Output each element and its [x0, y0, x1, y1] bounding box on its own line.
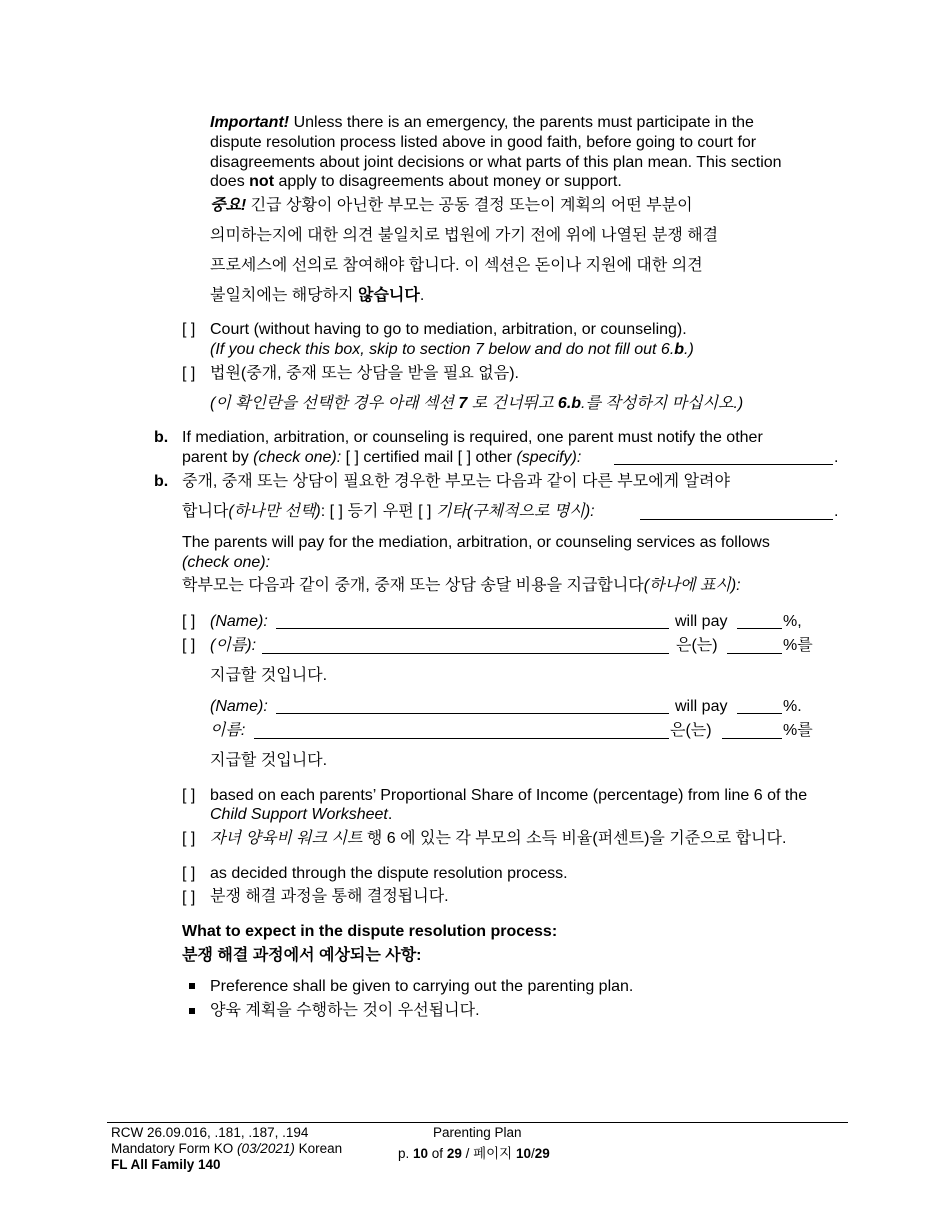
- pay-percent-comma: %,: [783, 613, 802, 630]
- section-b-ko-line-2: 합니다(하나만 선택): [ ] 등기 우편 [ ] 기타(구체적으로 명시):: [182, 503, 595, 520]
- section-b-line-1: If mediation, arbitration, or counseling is required, one parent must notify the other: [182, 429, 763, 446]
- ko-will-pay-1: 지급할 것입니다.: [210, 667, 328, 684]
- pay-name-ko-label-2: 이름:: [210, 722, 246, 739]
- dispute-checkbox[interactable]: [ ]: [182, 865, 196, 882]
- footer-page: p. 10 of 29 / 페이지 10/29: [398, 1146, 550, 1161]
- income-line-1: based on each parents’ Proportional Share of Income (percentage) from line 6 of the: [210, 787, 808, 804]
- important-ko-line-2: 의미하는지에 대한 의견 불일치로 법원에 가기 전에 위에 나열된 분쟁 해결: [210, 227, 719, 244]
- section-b-ko-marker: b.: [154, 473, 169, 490]
- important-line-3: disagreements about joint decisions or what parts of this plan mean. This section: [210, 154, 782, 171]
- pay-name-label-1: (Name):: [210, 613, 268, 630]
- ko-eun-2: 은(는): [670, 722, 712, 739]
- pay-name-ko-label-1: (이름):: [210, 637, 257, 654]
- pay-name-ko-checkbox[interactable]: [ ]: [182, 637, 196, 654]
- income-line-2: Child Support Worksheet.: [210, 806, 393, 823]
- footer-fl: FL All Family 140: [111, 1157, 221, 1172]
- court-ko-line-2: (이 확인란을 선택한 경우 아래 섹션 7 로 건너뛰고 6.b.를 작성하지 마십시오.): [210, 395, 744, 412]
- expect-item-1: Preference shall be given to carrying out the parenting plan.: [210, 978, 634, 995]
- notify-method-options[interactable]: [ ] certified mail [ ] other: [341, 449, 517, 466]
- footer-form: Mandatory Form KO (03/2021) Korean: [111, 1141, 343, 1156]
- court-line-2: (If you check this box, skip to section 7 below and do not fill out 6.b.): [210, 341, 694, 358]
- notify-method-options-ko[interactable]: : [ ] 등기 우편 [ ]: [320, 503, 436, 520]
- pay-name-blank-2[interactable]: [276, 713, 669, 714]
- important-line-2: dispute resolution process listed above in good faith, before going to court for: [210, 134, 757, 151]
- pay-name-checkbox[interactable]: [ ]: [182, 613, 196, 630]
- expect-heading-ko: 분쟁 해결 과정에서 예상되는 사항:: [182, 947, 422, 964]
- income-ko-line: 자녀 양육비 워크 시트 행 6 에 있는 각 부모의 소득 비율(퍼센트)을 기준으로 합니다.: [210, 830, 787, 847]
- section-b-marker: b.: [154, 429, 169, 446]
- will-pay-label-2: will pay: [675, 698, 728, 715]
- ko-will-pay-2: 지급할 것입니다.: [210, 752, 328, 769]
- pay-name-ko-blank-2[interactable]: [254, 738, 669, 739]
- ko-pct-2: %를: [783, 722, 813, 739]
- court-checkbox[interactable]: [ ]: [182, 321, 196, 338]
- pay-percent-ko-blank-1[interactable]: [727, 653, 782, 654]
- footer-rcw: RCW 26.09.016, .181, .187, .194: [111, 1125, 309, 1140]
- dispute-ko-checkbox[interactable]: [ ]: [182, 889, 196, 906]
- dispute-line: as decided through the dispute resolution process.: [210, 865, 568, 882]
- will-pay-label-1: will pay: [675, 613, 728, 630]
- section-b-line-2: parent by (check one): [ ] certified mail [ ] other (specify):: [182, 449, 582, 466]
- pay-name-ko-blank-1[interactable]: [262, 653, 669, 654]
- pay-name-blank-1[interactable]: [276, 628, 669, 629]
- expect-item-1-ko: 양육 계획을 수행하는 것이 우선됩니다.: [210, 1002, 480, 1019]
- pay-name-label-2: (Name):: [210, 698, 268, 715]
- important-label: Important!: [210, 114, 290, 131]
- footer-divider: [107, 1122, 848, 1123]
- important-line-1: Important! Unless there is an emergency, the parents must participate in the: [210, 114, 754, 131]
- income-checkbox[interactable]: [ ]: [182, 787, 196, 804]
- important-ko-line-1: 중요! 긴급 상황이 아닌한 부모는 공동 결정 또는이 계획의 어떤 부분이: [210, 197, 693, 214]
- payment-ko-line-1: 학부모는 다음과 같이 중개, 중재 또는 상담 송달 비용을 지급합니다(하나에 표시):: [182, 577, 741, 594]
- bullet-icon: [189, 983, 195, 989]
- pay-percent-ko-blank-2[interactable]: [722, 738, 782, 739]
- court-ko-checkbox[interactable]: [ ]: [182, 365, 196, 382]
- important-line-4: does not apply to disagreements about money or support.: [210, 173, 622, 190]
- ko-pct-1: %를: [783, 637, 813, 654]
- payment-line-2: (check one):: [182, 554, 271, 571]
- payment-line-1: The parents will pay for the mediation, arbitration, or counseling services as follows: [182, 534, 770, 551]
- important-ko-line-3: 프로세스에 선의로 참여해야 합니다. 이 섹션은 돈이나 지원에 대한 의견: [210, 257, 703, 274]
- footer-title: Parenting Plan: [433, 1125, 522, 1140]
- specify-blank[interactable]: [614, 464, 833, 465]
- dispute-ko-line: 분쟁 해결 과정을 통해 결정됩니다.: [210, 888, 449, 905]
- pay-percent-blank-1[interactable]: [737, 628, 782, 629]
- pay-percent-dot: %.: [783, 698, 802, 715]
- pay-percent-blank-2[interactable]: [737, 713, 782, 714]
- income-ko-checkbox[interactable]: [ ]: [182, 830, 196, 847]
- expect-heading: What to expect in the dispute resolution process:: [182, 923, 558, 940]
- important-ko-line-4: 불일치에는 해당하지 않습니다.: [210, 287, 425, 304]
- section-b-ko-line-1: 중개, 중재 또는 상담이 필요한 경우한 부모는 다음과 같이 다른 부모에게 알려야: [182, 473, 730, 490]
- bullet-icon: [189, 1008, 195, 1014]
- section-b-line-2-dot: .: [834, 449, 839, 466]
- specify-blank-ko[interactable]: [640, 519, 833, 520]
- section-b-ko-line-2-dot: .: [834, 503, 839, 520]
- court-ko-line-1: 법원(중개, 중재 또는 상담을 받을 필요 없음).: [210, 365, 519, 382]
- court-line-1: Court (without having to go to mediation, arbitration, or counseling).: [210, 321, 687, 338]
- ko-eun-1: 은(는): [676, 637, 718, 654]
